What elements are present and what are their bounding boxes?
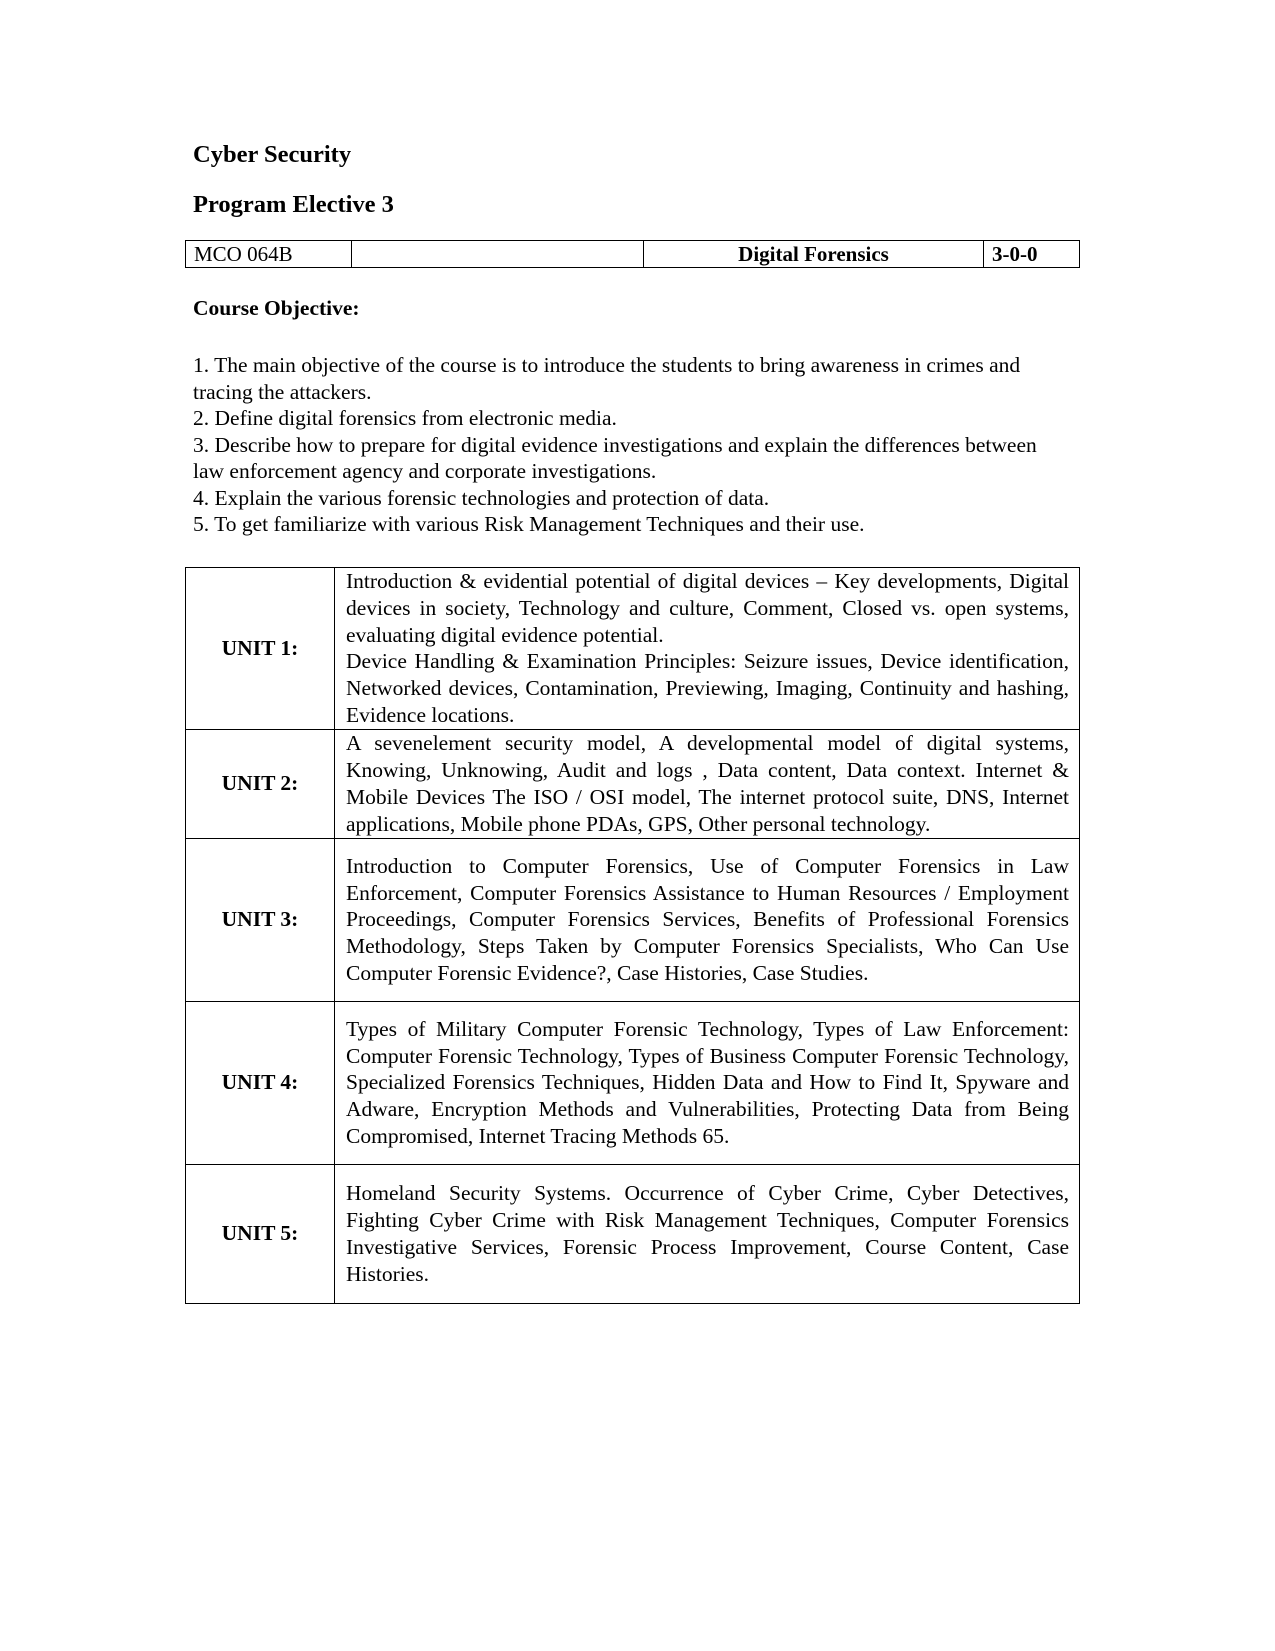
objective-item: 5. To get familiarize with various Risk Management Techniques and their use.	[193, 512, 865, 536]
unit-content	[335, 1164, 1080, 1303]
course-blank-cell	[352, 241, 644, 268]
unit-label: UNIT 2:	[186, 729, 335, 838]
objectives-heading: Course Objective:	[193, 296, 360, 320]
objectives-list	[193, 352, 1073, 538]
course-code: MCO 064B	[186, 241, 352, 268]
unit-label: UNIT 1:	[186, 568, 335, 730]
objective-item: 3. Describe how to prepare for digital evidence investigations and explain the differences between law enforcement agency and corporate investigations.	[193, 432, 1037, 483]
unit-row	[186, 1164, 1080, 1303]
page-title: Cyber Security	[193, 141, 352, 168]
unit-label: UNIT 3:	[186, 838, 335, 1001]
course-info-row	[186, 241, 1080, 268]
unit-paragraph: Homeland Security Systems. Occurrence of Cyber Crime, Cyber Detectives, Fighting Cyber Crime with Risk Management Techniques, Computer Forensics Investigative Services, Forensic Process Improvement, Course Content, Case Histories.	[346, 1181, 1069, 1286]
unit-paragraph: A sevenelement security model, A developmental model of digital systems, Knowing, Unknowing, Audit and logs , Data content, Data context. Internet & Mobile Devices The ISO / OSI model, The internet protocol suite, DNS, Internet applications, Mobile phone PDAs, GPS, Other personal technology.	[346, 731, 1069, 836]
unit-content	[335, 729, 1080, 838]
units-table	[185, 567, 1080, 1304]
unit-paragraph: Introduction & evidential potential of digital devices – Key developments, Digital devices in society, Technology and culture, Comment, Closed vs. open systems, evaluating digital evidence potential.	[346, 569, 1069, 647]
unit-row	[186, 1001, 1080, 1164]
course-name: Digital Forensics	[644, 241, 984, 268]
course-info-table	[185, 240, 1080, 268]
unit-paragraph: Device Handling & Examination Principles: Seizure issues, Device identification, Networked devices, Contamination, Previewing, Imaging, Continuity and hashing, Evidence locations.	[346, 649, 1069, 727]
objective-item: 2. Define digital forensics from electronic media.	[193, 406, 617, 430]
unit-row	[186, 729, 1080, 838]
unit-row	[186, 568, 1080, 730]
unit-row	[186, 838, 1080, 1001]
objective-item: 1. The main objective of the course is to introduce the students to bring awareness in crimes and tracing the attackers.	[193, 353, 1021, 404]
unit-label: UNIT 5:	[186, 1164, 335, 1303]
page-subtitle: Program Elective 3	[193, 191, 394, 218]
unit-content	[335, 568, 1080, 730]
unit-content	[335, 838, 1080, 1001]
unit-paragraph: Introduction to Computer Forensics, Use of Computer Forensics in Law Enforcement, Computer Forensics Assistance to Human Resources / Employment Proceedings, Computer Forensics Services, Benefits of Professional Forensics Methodology, Steps Taken by Computer Forensics Specialists, Who Can Use Computer Forensic Evidence?, Case Histories, Case Studies.	[346, 853, 1069, 985]
unit-paragraph: Types of Military Computer Forensic Technology, Types of Law Enforcement: Computer Forensic Technology, Types of Business Computer Forensic Technology, Specialized Forensics Techniques, Hidden Data and How to Find It, Spyware and Adware, Encryption Methods and Vulnerabilities, Protecting Data from Being Compromised, Internet Tracing Methods 65.	[346, 1016, 1069, 1148]
course-credits: 3-0-0	[984, 241, 1080, 268]
unit-content	[335, 1001, 1080, 1164]
objective-item: 4. Explain the various forensic technologies and protection of data.	[193, 485, 770, 510]
unit-label: UNIT 4:	[186, 1001, 335, 1164]
